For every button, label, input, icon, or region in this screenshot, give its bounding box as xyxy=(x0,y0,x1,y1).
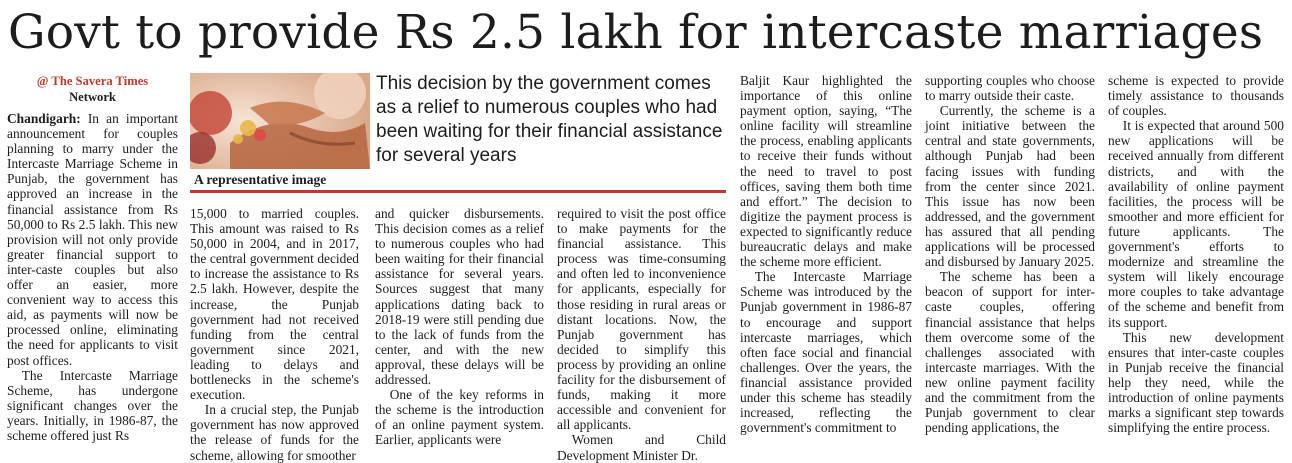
headline: Govt to provide Rs 2.5 lakh for intercaste marriages xyxy=(8,5,1264,60)
article-paragraph: This new development ensures that inter-caste couples in Punjab receive the financial help they need, while the introduction of online payments marks a significant step towards simplifying the entire process. xyxy=(1108,329,1284,436)
article-column-1 xyxy=(7,74,178,443)
article-paragraph: supporting couples who choose to marry outside their caste. xyxy=(925,73,1095,104)
article-paragraph: One of the key reforms in the scheme is the introduction of an online payment system. Earlier, applicants were xyxy=(375,387,544,448)
article-column-7 xyxy=(1108,73,1284,435)
article-paragraph: Women and Child Development Minister Dr. xyxy=(557,432,726,463)
article-paragraph: required to visit the post office to make payments for the financial assistance. This process was time-consuming and often led to inconvenience for applicants, especially for those residing in rural areas or distant locations. Now, the Punjab government has decided to simplify this process by providing an online facility for the disbursement of funds, making it more accessible and convenient for all applicants. xyxy=(557,206,726,433)
representative-photo xyxy=(190,73,370,169)
article-paragraph: The scheme has been a beacon of support for inter-caste couples, offering financial assistance that helps them overcome some of the challenges associated with intercaste marriages. With the new online payment facility and the commitment from the Punjab government to clear pending applications, the xyxy=(925,269,1095,436)
article-paragraph: In a crucial step, the Punjab government has now approved the release of funds for the scheme, allowing for smoother xyxy=(190,402,359,463)
dateline: Chandigarh: xyxy=(7,111,81,126)
article-column-3 xyxy=(375,206,544,448)
article-paragraph: Chandigarh: In an important announcement for couples planning to marry under the Intercaste Marriage Scheme in Punjab, the government has approved an increase in the financial assistance from Rs 50,000 to Rs 2.5 lakh. This new provision will not only provide greater financial support to inter-caste couples but also offer an easier, more convenient way to access this aid, as payments will now be processed online, eliminating the need for applicants to visit post offices. xyxy=(7,111,178,368)
pull-quote: This decision by the government comes as a relief to numerous couples who had been waiting for their financial assistance for several years xyxy=(376,73,723,166)
byline-role: Network xyxy=(69,90,116,104)
image-caption: A representative image xyxy=(194,172,327,187)
pull-quote-divider xyxy=(190,190,726,193)
article-paragraph: scheme is expected to provide timely assistance to thousands of couples. xyxy=(1108,73,1284,119)
article-paragraph: 15,000 to married couples. This amount was raised to Rs 50,000 in 2004, and in 2017, the central government decided to increase the assistance to Rs 2.5 lakh. However, despite the increase, the Punjab government had not received funding from the central government since 2021, leading to delays and bottlenecks in the scheme's execution. xyxy=(190,206,359,403)
article-paragraph: and quicker disbursements. This decision comes as a relief to numerous couples who had been waiting for their financial assistance for several years. Sources suggest that many applications dating back to 2018-19 were still pending due to the lack of funds from the center, and with the new approval, these delays will be addressed. xyxy=(375,206,544,388)
article-column-4 xyxy=(557,206,726,463)
article-paragraph: Baljit Kaur highlighted the importance of this online payment option, saying, “The online facility will streamline the process, enabling applicants to receive their funds without the need to travel to post offices, saving them both time and effort.” The decision to digitize the payment process is expected to significantly reduce bureaucratic delays and make the scheme more efficient. xyxy=(740,73,912,270)
wedding-hands-image xyxy=(190,73,370,169)
article-paragraph: The Intercaste Marriage Scheme was introduced by the Punjab government in 1986-87 to encourage and support intercaste marriages, which often face social and financial challenges. Over the years, the financial assistance provided under this scheme has steadily increased, reflecting the government's commitment to xyxy=(740,269,912,436)
byline-source: @ The Savera Times xyxy=(36,74,149,88)
article-column-6 xyxy=(925,73,1095,435)
article-column-2 xyxy=(190,206,359,463)
article-paragraph: Currently, the scheme is a joint initiative between the central and state governments, although Punjab had been facing issues with funding from the center since 2021. This issue has now been addressed, and the government has assured that all pending applications will be processed and disbursed by January 2025. xyxy=(925,103,1095,270)
article-paragraph: It is expected that around 500 new applications will be received annually from different districts, and with the availability of online payment facilities, the process will be smoother and more efficient for future applicants. The government's efforts to modernize and streamline the system will likely encourage more couples to take advantage of the scheme and benefit from its support. xyxy=(1108,118,1284,330)
article-column-5 xyxy=(740,73,912,435)
article-paragraph: The Intercaste Marriage Scheme, has undergone significant changes over the years. Initially, in 1986-87, the scheme offered just Rs xyxy=(7,367,178,443)
